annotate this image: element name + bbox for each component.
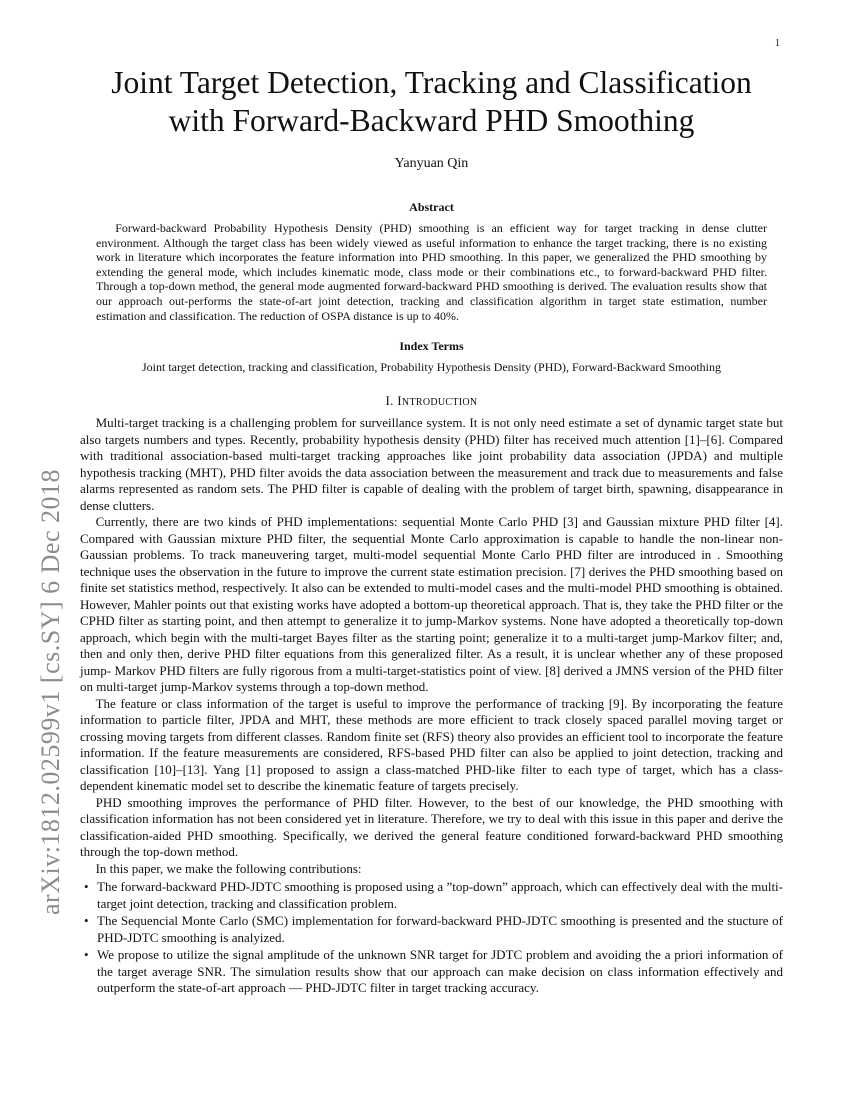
abstract-heading: Abstract [409,200,454,214]
arxiv-identifier-stamp: arXiv:1812.02599v1 [cs.SY] 6 Dec 2018 [36,469,65,915]
index-terms-text: Joint target detection, tracking and classification, Probability Hypothesis Density (PHD), Forward-Backward Smoothing [141,360,721,375]
section-numeral: I. [385,393,394,409]
intro-paragraph-5: In this paper, we make the following contributions: [95,860,362,876]
section-title-rest: NTRODUCTION [401,397,478,409]
section-title-initial: I [397,393,402,409]
author-name: Yanyuan Qin [394,156,469,171]
list-item [80,947,783,997]
index-terms-heading: Index Terms [399,339,464,354]
contribution-text: The forward-backward PHD-JDTC smoothing is proposed using a ”top-down” approach, which can effectively deal with the multi-target joint detection, tracking and classification problem. [97,879,783,911]
intro-paragraph-1: Multi-target tracking is a challenging problem for surveillance system. It is not only need estimate a set of dynamic target state but also targets numbers and types. Recently, probability hypothesis density (PHD) filter has received much attention [1]–[6]. Compared with traditional association-based multi-target tracking approaches like joint probability data association (JPDA) and multiple hypothesis tracking (MHT), PHD filter avoids the data association between the measurement and track due to measurements and false alarms represented as random sets. The PHD filter is capable of dealing with the problem of target birth, spawning, disappearance in dense clutters. [80,415,783,513]
page-number: 1 [775,38,780,49]
contribution-text: We propose to utilize the signal amplitude of the unknown SNR target for JDTC problem and avoiding the a priori information of the target average SNR. The simulation results show that our approach can make decision on class information effectively and outperform the state-of-art approach — PHD-JDTC filter in target tracking accuracy. [97,947,783,996]
contributions-list [80,879,783,997]
list-item [80,879,783,912]
intro-paragraph-4: PHD smoothing improves the performance of PHD filter. However, to the best of our knowledge, the PHD smoothing with classification information has not been considered yet in literature. Therefore, we try to deal with this issue in this paper and derive the classification-aided PHD smoothing. Specifically, we derived the general feature conditioned forward-backward PHD smoothing through the top-down method. [80,794,783,860]
paper-content [80,64,783,998]
list-item [80,913,783,946]
bullet-icon: • [84,879,89,895]
bullet-icon: • [84,913,89,929]
paper-title [80,64,783,140]
intro-paragraph-3: The feature or class information of the target is useful to improve the performance of tracking [9]. By incorporating the feature information to particle filter, JPDA and MHT, these methods are more efficient to track closely spaced parallel moving target or crossing moving targets from different classes. Random finite set (RFS) theory also provides an efficient tool to incorporate the feature information. If the feature measurements are considered, RFS-based PHD filter can also be applied to joint detection, tracking and classification [10]–[13]. Yang [1] proposed to assign a class-matched PHD-like filter to each type of target, which has a class-dependent kinematic model set to describe the kinematic feature of targets precisely. [80,695,783,794]
abstract-text: Forward-backward Probability Hypothesis Density (PHD) smoothing is an efficient way for target tracking in dense clutter environment. Although the target class has been widely viewed as useful information to enhance the target tracking, there is no existing work in literature which incorporates the feature information into PHD smoothing. In this paper, we generalized the PHD smoothing by extending the general mode, which includes kinematic mode, class mode or their combinations etc., to forward-backward PHD filter. Through a top-down method, the general mode augmented forward-backward PHD smoothing is derived. The evaluation results show that our approach out-performs the state-of-art joint detection, tracking and classification algorithm in target state estimation, number estimation and classification. The reduction of OSPA distance is up to 40%. [96,221,767,323]
intro-paragraph-2: Currently, there are two kinds of PHD implementations: sequential Monte Carlo PHD [3] and Gaussian mixture PHD filter [4]. Compared with Gaussian mixture PHD filter, the sequential Monte Carlo approximation is capable to handle the non-linear non-Gaussian problems. To track maneuvering target, multi-model sequential Monte Carlo PHD filter are introduced in . Smoothing technique uses the observation in the future to improve the current state estimation precision. [7] derives the PHD smoothing based on finite set statistics method, respectively. It also can be extended to multi-model cases and the multi-model PHD smoothing is obtained. However, Mahler points out that existing works have adopted a bottom-up theoretical approach. That is, they take the PHD filter or the CPHD filter as starting point, and then attempt to generalize it to jump-Markov systems. None have adopted a theoretically top-down approach, which begin with the multi-target Bayes filter as the starting point; generalize it to a multi-target jump-Markov filter; and, then and only then, derive PHD filter equations from this generalized filter. As a result, it is unclear whether any of these proposed jump- Markov PHD filters are fully rigorous from a multi-target-statistics point of view. [8] derived a JMNS version of the PHD filter on multi-target jump-Markov systems through a top-down method. [80,514,783,695]
title-line-2: with Forward-Backward PHD Smoothing [168,103,695,138]
contribution-text: The Sequencial Monte Carlo (SMC) implementation for forward-backward PHD-JDTC smoothing is presented and the stucture of PHD-JDTC smoothing is analyized. [97,913,783,945]
bullet-icon: • [84,947,89,963]
section-heading-introduction [80,393,783,409]
title-line-1: Joint Target Detection, Tracking and Classification [111,65,752,100]
